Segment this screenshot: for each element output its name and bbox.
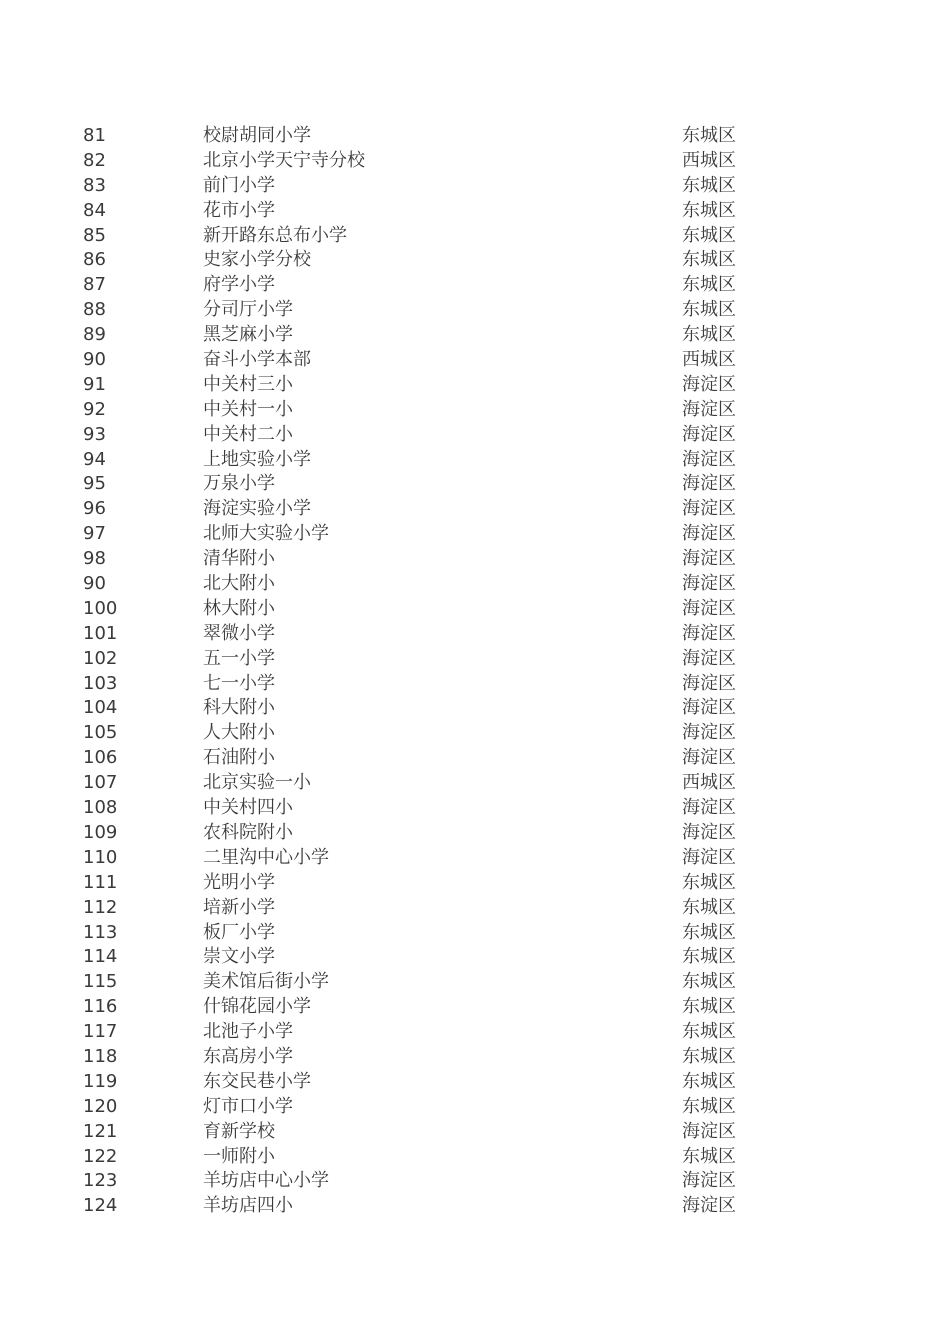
school-name: 东高房小学 — [203, 1045, 293, 1067]
school-name: 奋斗小学本部 — [203, 349, 311, 371]
row-number: 119 — [83, 1070, 118, 1092]
table-row — [83, 1169, 783, 1194]
table-row — [83, 298, 783, 323]
table-row — [83, 696, 783, 721]
row-number: 82 — [83, 149, 106, 171]
table-row — [83, 398, 783, 423]
row-number: 93 — [83, 423, 106, 445]
district-name: 海淀区 — [682, 448, 736, 470]
table-row — [83, 721, 783, 746]
district-name: 东城区 — [682, 921, 736, 943]
table-row — [83, 622, 783, 647]
school-name: 什锦花园小学 — [203, 996, 311, 1018]
district-name: 海淀区 — [682, 747, 736, 769]
district-name: 东城区 — [682, 971, 736, 993]
school-name: 清华附小 — [203, 548, 275, 570]
school-name: 七一小学 — [203, 672, 275, 694]
row-number: 120 — [83, 1095, 118, 1117]
table-row — [83, 672, 783, 697]
row-number: 98 — [83, 548, 106, 570]
school-name: 中关村一小 — [203, 398, 293, 420]
district-name: 东城区 — [682, 324, 736, 346]
row-number: 118 — [83, 1045, 118, 1067]
school-name: 北大附小 — [203, 573, 275, 595]
district-name: 海淀区 — [682, 1170, 736, 1192]
district-name: 东城区 — [682, 871, 736, 893]
table-row — [83, 572, 783, 597]
school-name: 前门小学 — [203, 174, 275, 196]
table-row — [83, 373, 783, 398]
row-number: 83 — [83, 174, 106, 196]
district-name: 海淀区 — [682, 846, 736, 868]
district-name: 海淀区 — [682, 821, 736, 843]
table-row — [83, 224, 783, 249]
school-name: 美术馆后街小学 — [203, 971, 329, 993]
district-name: 海淀区 — [682, 597, 736, 619]
table-row — [83, 273, 783, 298]
row-number: 113 — [83, 921, 118, 943]
school-name: 府学小学 — [203, 274, 275, 296]
row-number: 103 — [83, 672, 118, 694]
row-number: 85 — [83, 224, 106, 246]
district-name: 海淀区 — [682, 373, 736, 395]
district-name: 海淀区 — [682, 398, 736, 420]
row-number: 94 — [83, 448, 106, 470]
row-number: 114 — [83, 946, 118, 968]
school-name: 羊坊店中心小学 — [203, 1170, 329, 1192]
row-number: 92 — [83, 398, 106, 420]
row-number: 91 — [83, 373, 106, 395]
school-name: 北京小学天宁寺分校 — [203, 149, 365, 171]
table-row — [83, 348, 783, 373]
table-row — [83, 871, 783, 896]
school-name: 崇文小学 — [203, 946, 275, 968]
row-number: 115 — [83, 971, 118, 993]
row-number: 116 — [83, 996, 118, 1018]
row-number: 96 — [83, 498, 106, 520]
school-name: 育新学校 — [203, 1120, 275, 1142]
school-name: 万泉小学 — [203, 473, 275, 495]
school-name: 花市小学 — [203, 199, 275, 221]
school-name: 板厂小学 — [203, 921, 275, 943]
table-row — [83, 149, 783, 174]
district-name: 海淀区 — [682, 523, 736, 545]
school-name: 新开路东总布小学 — [203, 224, 347, 246]
table-row — [83, 1095, 783, 1120]
school-name: 史家小学分校 — [203, 249, 311, 271]
table-row — [83, 1070, 783, 1095]
table-row — [83, 746, 783, 771]
school-name: 人大附小 — [203, 722, 275, 744]
school-name: 北师大实验小学 — [203, 523, 329, 545]
school-table — [83, 124, 783, 1219]
table-row — [83, 124, 783, 149]
row-number: 97 — [83, 523, 106, 545]
row-number: 107 — [83, 772, 118, 794]
table-row — [83, 647, 783, 672]
school-name: 翠微小学 — [203, 622, 275, 644]
district-name: 东城区 — [682, 274, 736, 296]
district-name: 东城区 — [682, 249, 736, 271]
district-name: 东城区 — [682, 896, 736, 918]
school-name: 石油附小 — [203, 747, 275, 769]
row-number: 122 — [83, 1145, 118, 1167]
school-name: 校尉胡同小学 — [203, 125, 311, 146]
school-name: 二里沟中心小学 — [203, 846, 329, 868]
table-row — [83, 597, 783, 622]
school-name: 羊坊店四小 — [203, 1195, 293, 1217]
table-row — [83, 995, 783, 1020]
district-name: 海淀区 — [682, 1120, 736, 1142]
table-row — [83, 248, 783, 273]
district-name: 东城区 — [682, 996, 736, 1018]
table-row — [83, 1194, 783, 1219]
table-row — [83, 1120, 783, 1145]
district-name: 海淀区 — [682, 722, 736, 744]
row-number: 108 — [83, 797, 118, 819]
district-name: 海淀区 — [682, 573, 736, 595]
district-name: 海淀区 — [682, 473, 736, 495]
district-name: 东城区 — [682, 224, 736, 246]
row-number: 109 — [83, 821, 118, 843]
table-row — [83, 497, 783, 522]
school-name: 光明小学 — [203, 871, 275, 893]
row-number: 121 — [83, 1120, 118, 1142]
school-name: 中关村三小 — [203, 373, 293, 395]
table-row — [83, 1145, 783, 1170]
row-number: 86 — [83, 249, 106, 271]
school-name: 林大附小 — [203, 597, 275, 619]
district-name: 西城区 — [682, 149, 736, 171]
row-number: 104 — [83, 697, 118, 719]
row-number: 102 — [83, 647, 118, 669]
school-name: 东交民巷小学 — [203, 1070, 311, 1092]
row-number: 101 — [83, 622, 118, 644]
row-number: 110 — [83, 846, 118, 868]
table-row — [83, 921, 783, 946]
row-number: 87 — [83, 274, 106, 296]
district-name: 东城区 — [682, 1045, 736, 1067]
row-number: 117 — [83, 1021, 118, 1043]
district-name: 东城区 — [682, 174, 736, 196]
school-name: 五一小学 — [203, 647, 275, 669]
table-row — [83, 970, 783, 995]
district-name: 西城区 — [682, 349, 736, 371]
row-number: 111 — [83, 871, 118, 893]
table-row — [83, 423, 783, 448]
table-row — [83, 1020, 783, 1045]
school-name: 北京实验一小 — [203, 772, 311, 794]
table-row — [83, 199, 783, 224]
table-row — [83, 846, 783, 871]
school-name: 一师附小 — [203, 1145, 275, 1167]
district-name: 东城区 — [682, 1095, 736, 1117]
district-name: 东城区 — [682, 946, 736, 968]
row-number: 123 — [83, 1170, 118, 1192]
district-name: 海淀区 — [682, 797, 736, 819]
school-name: 海淀实验小学 — [203, 498, 311, 520]
district-name: 海淀区 — [682, 423, 736, 445]
row-number: 112 — [83, 896, 118, 918]
district-name: 海淀区 — [682, 1195, 736, 1217]
table-row — [83, 522, 783, 547]
school-name: 上地实验小学 — [203, 448, 311, 470]
row-number: 105 — [83, 722, 118, 744]
school-name: 中关村四小 — [203, 797, 293, 819]
district-name: 西城区 — [682, 772, 736, 794]
district-name: 海淀区 — [682, 498, 736, 520]
row-number: 90 — [83, 349, 106, 371]
table-row — [83, 796, 783, 821]
district-name: 海淀区 — [682, 622, 736, 644]
district-name: 海淀区 — [682, 548, 736, 570]
table-row — [83, 771, 783, 796]
school-name: 农科院附小 — [203, 821, 293, 843]
district-name: 东城区 — [682, 199, 736, 221]
row-number: 106 — [83, 747, 118, 769]
row-number: 124 — [83, 1195, 118, 1217]
school-name: 灯市口小学 — [203, 1095, 293, 1117]
school-name: 北池子小学 — [203, 1021, 293, 1043]
school-name: 中关村二小 — [203, 423, 293, 445]
row-number: 81 — [83, 125, 106, 146]
table-row — [83, 448, 783, 473]
table-row — [83, 472, 783, 497]
school-name: 黑芝麻小学 — [203, 324, 293, 346]
table-row — [83, 896, 783, 921]
district-name: 东城区 — [682, 125, 736, 146]
district-name: 东城区 — [682, 1021, 736, 1043]
row-number: 90 — [83, 573, 106, 595]
table-row — [83, 174, 783, 199]
district-name: 东城区 — [682, 299, 736, 321]
row-number: 89 — [83, 324, 106, 346]
table-row — [83, 1045, 783, 1070]
table-row — [83, 945, 783, 970]
school-name: 科大附小 — [203, 697, 275, 719]
row-number: 100 — [83, 597, 118, 619]
table-row — [83, 821, 783, 846]
table-row — [83, 547, 783, 572]
row-number: 84 — [83, 199, 106, 221]
table-row — [83, 323, 783, 348]
school-name: 培新小学 — [203, 896, 275, 918]
district-name: 东城区 — [682, 1145, 736, 1167]
district-name: 海淀区 — [682, 647, 736, 669]
district-name: 海淀区 — [682, 672, 736, 694]
row-number: 95 — [83, 473, 106, 495]
row-number: 88 — [83, 299, 106, 321]
district-name: 海淀区 — [682, 697, 736, 719]
district-name: 东城区 — [682, 1070, 736, 1092]
school-name: 分司厅小学 — [203, 299, 293, 321]
